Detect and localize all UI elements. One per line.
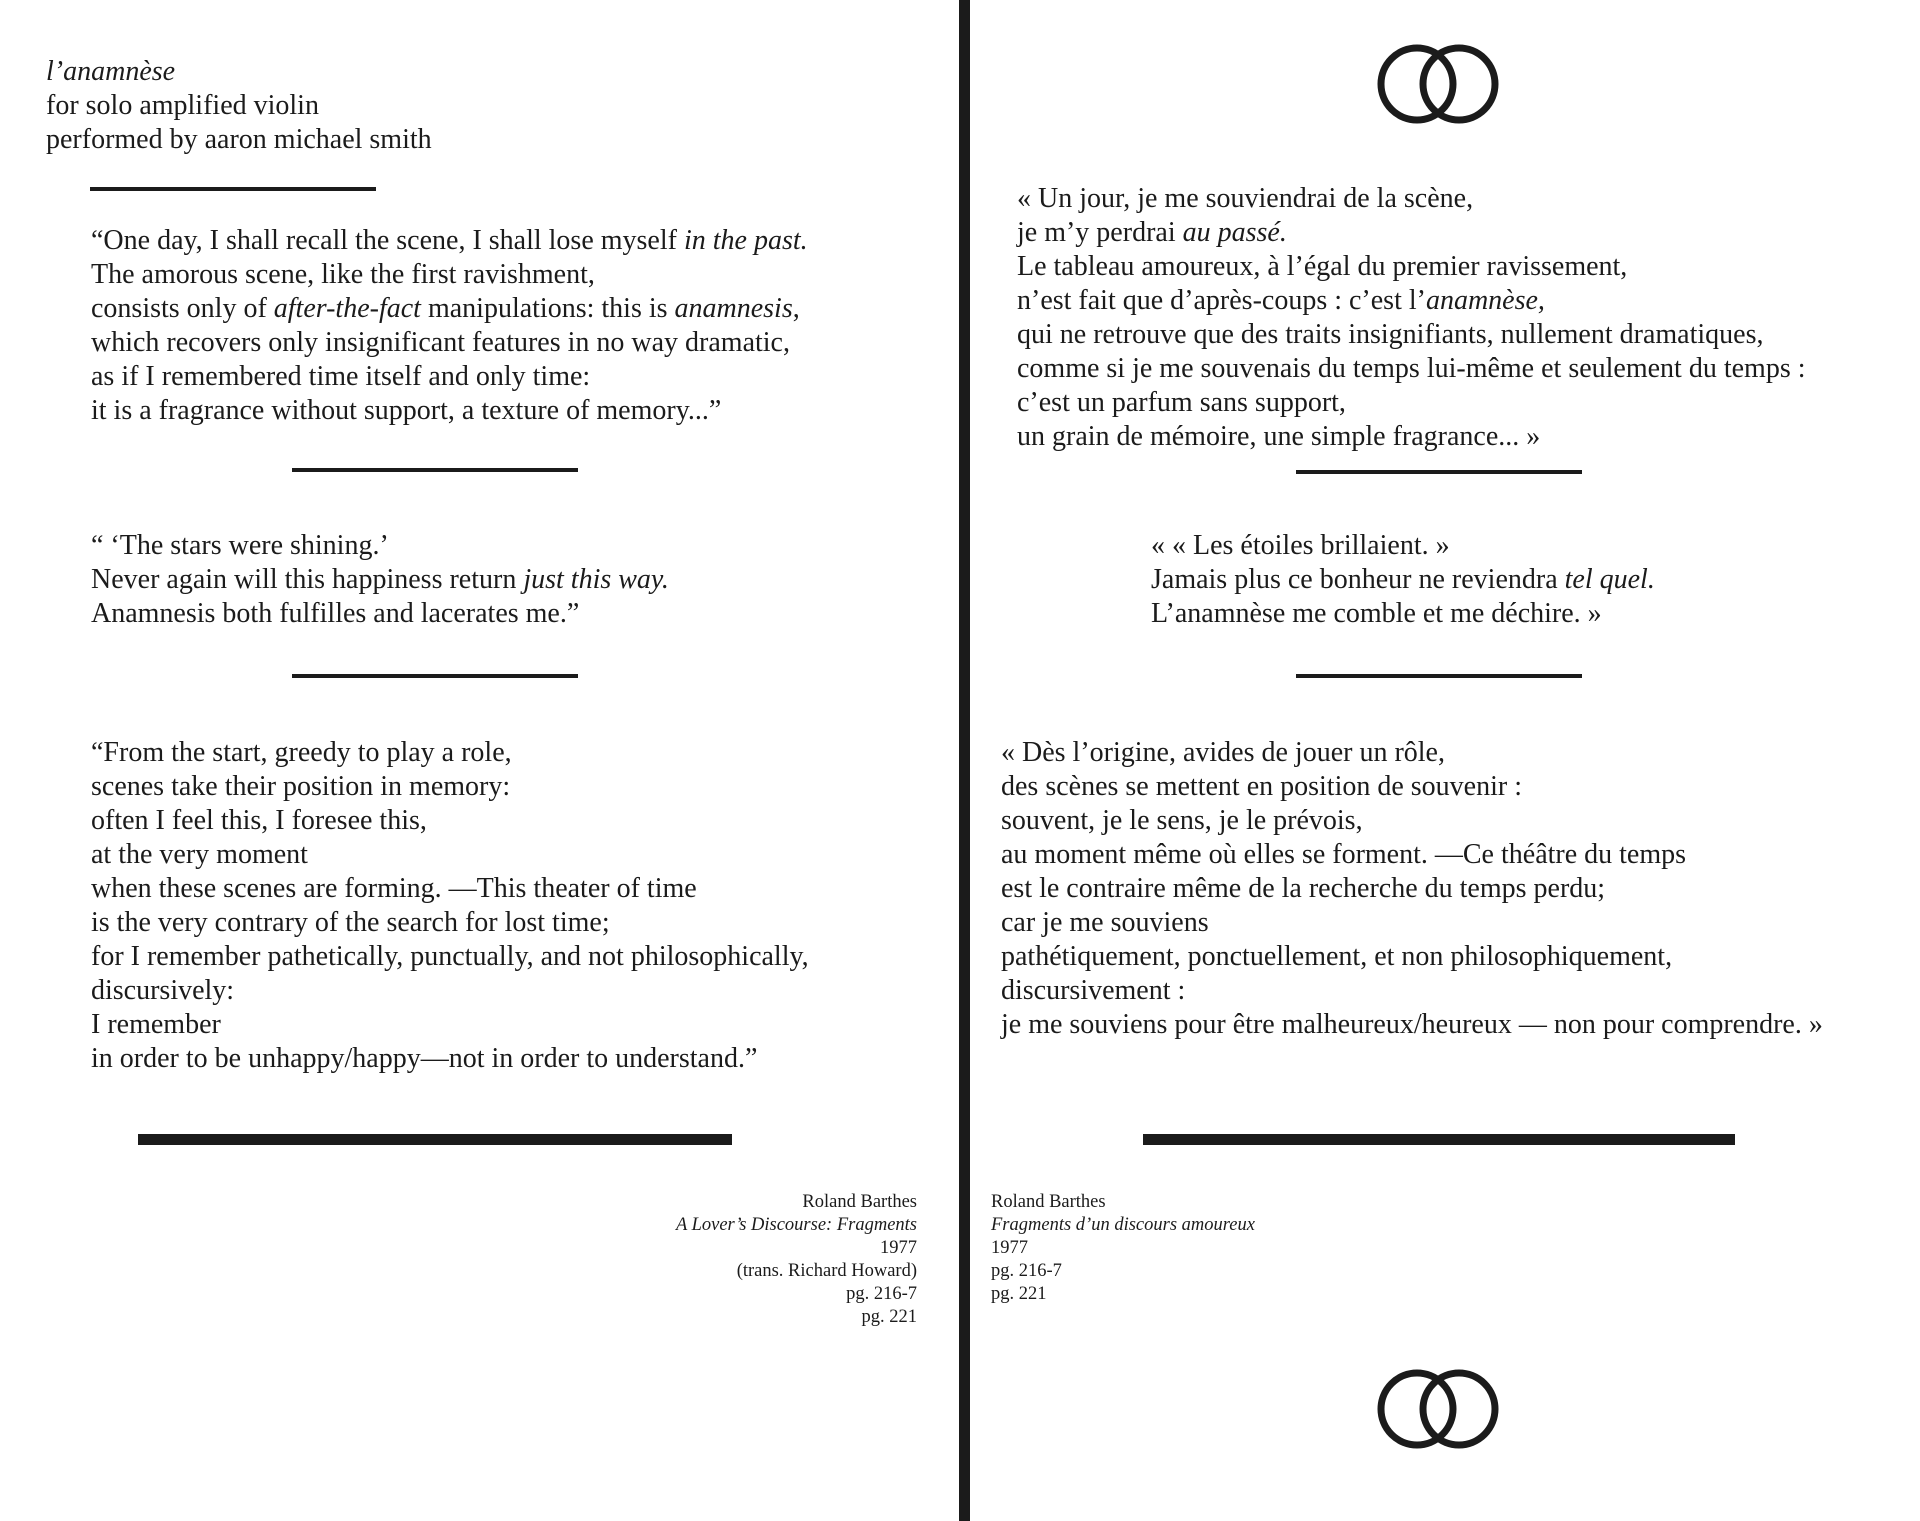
rule-short-right-2: [1296, 674, 1582, 678]
quote-line: I remember: [91, 1009, 221, 1040]
english-quote-3: [91, 736, 809, 1076]
quote-line: The amorous scene, like the first ravishment,: [91, 259, 595, 290]
quote-line: Jamais plus ce bonheur ne reviendra tel quel.: [1151, 564, 1655, 595]
quote-line: au moment même où elles se forment. —Ce théâtre du temps: [1001, 839, 1687, 870]
quote-line: un grain de mémoire, une simple fragrance... »: [1017, 421, 1541, 452]
citation-book: Fragments d’un discours amoureux: [991, 1215, 1255, 1235]
quote-line: comme si je me souvenais du temps lui-même et seulement du temps :: [1017, 353, 1806, 384]
quote-line: Le tableau amoureux, à l’égal du premier ravissement,: [1017, 251, 1628, 282]
french-quote-1: [1017, 182, 1806, 454]
quote-line: which recovers only insignificant features in no way dramatic,: [91, 327, 790, 358]
center-divider: [959, 0, 970, 1521]
quote-line: car je me souviens: [1001, 907, 1209, 938]
citation-pages-2: pg. 221: [991, 1284, 1047, 1304]
quote-line: Never again will this happiness return just this way.: [91, 564, 669, 595]
english-citation: [676, 1191, 917, 1329]
interlocking-rings-icon: [1377, 1367, 1499, 1451]
rule-short-left-1: [292, 468, 578, 472]
citation-year: 1977: [880, 1238, 917, 1258]
quote-line: “From the start, greedy to play a role,: [91, 737, 512, 768]
work-subtitle: for solo amplified violin: [46, 90, 319, 121]
french-citation: [991, 1191, 1255, 1306]
english-quote-1: [91, 224, 808, 428]
quote-line: at the very moment: [91, 839, 308, 870]
rule-thick-right: [1143, 1134, 1735, 1145]
quote-line: qui ne retrouve que des traits insignifiants, nullement dramatiques,: [1017, 319, 1764, 350]
quote-line: « « Les étoiles brillaient. »: [1151, 530, 1450, 561]
quote-line: often I feel this, I foresee this,: [91, 805, 427, 836]
quote-line: scenes take their position in memory:: [91, 771, 511, 802]
quote-line: discursivement :: [1001, 975, 1186, 1006]
rule-short-left-2: [292, 674, 578, 678]
quote-line: it is a fragrance without support, a texture of memory...”: [91, 395, 722, 426]
performer-credit: performed by aaron michael smith: [46, 124, 432, 155]
quote-line: Anamnesis both fulfilles and lacerates me.”: [91, 598, 580, 629]
quote-line: is the very contrary of the search for lost time;: [91, 907, 610, 938]
citation-translator: (trans. Richard Howard): [736, 1261, 917, 1281]
header: [46, 55, 432, 157]
quote-line: “One day, I shall recall the scene, I shall lose myself in the past.: [91, 225, 808, 256]
interlocking-rings-icon: [1377, 42, 1499, 126]
quote-line: when these scenes are forming. —This theater of time: [91, 873, 697, 904]
french-quote-2: [1151, 529, 1655, 631]
quote-line: pathétiquement, ponctuellement, et non philosophiquement,: [1001, 941, 1673, 972]
citation-pages-2: pg. 221: [861, 1307, 917, 1327]
citation-author: Roland Barthes: [991, 1192, 1106, 1212]
citation-author: Roland Barthes: [802, 1192, 917, 1212]
quote-line: c’est un parfum sans support,: [1017, 387, 1346, 418]
quote-line: je me souviens pour être malheureux/heureux — non pour comprendre. »: [1001, 1009, 1823, 1040]
rule-short-right-1: [1296, 470, 1582, 474]
citation-pages-1: pg. 216-7: [991, 1261, 1062, 1281]
quote-line: for I remember pathetically, punctually, and not philosophically,: [91, 941, 809, 972]
quote-line: « Dès l’origine, avides de jouer un rôle,: [1001, 737, 1445, 768]
citation-pages-1: pg. 216-7: [846, 1284, 917, 1304]
quote-line: as if I remembered time itself and only time:: [91, 361, 591, 392]
rule-short-top-left: [90, 187, 376, 191]
quote-line: « Un jour, je me souviendrai de la scène,: [1017, 183, 1474, 214]
quote-line: souvent, je le sens, je le prévois,: [1001, 805, 1363, 836]
citation-year: 1977: [991, 1238, 1028, 1258]
citation-book: A Lover’s Discourse: Fragments: [675, 1215, 917, 1235]
quote-line: in order to be unhappy/happy—not in order to understand.”: [91, 1043, 758, 1074]
work-title: l’anamnèse: [46, 56, 176, 87]
english-quote-2: [91, 529, 669, 631]
quote-line: est le contraire même de la recherche du temps perdu;: [1001, 873, 1606, 904]
quote-line: des scènes se mettent en position de souvenir :: [1001, 771, 1522, 802]
quote-line: L’anamnèse me comble et me déchire. »: [1151, 598, 1602, 629]
quote-line: je m’y perdrai au passé.: [1017, 217, 1287, 248]
quote-line: discursively:: [91, 975, 235, 1006]
quote-line: n’est fait que d’après-coups : c’est l’anamnèse,: [1017, 285, 1545, 316]
rule-thick-left: [138, 1134, 732, 1145]
quote-line: consists only of after-the-fact manipulations: this is anamnesis,: [91, 293, 800, 324]
french-quote-3: [1001, 736, 1823, 1042]
quote-line: “ ‘The stars were shining.’: [91, 530, 389, 561]
